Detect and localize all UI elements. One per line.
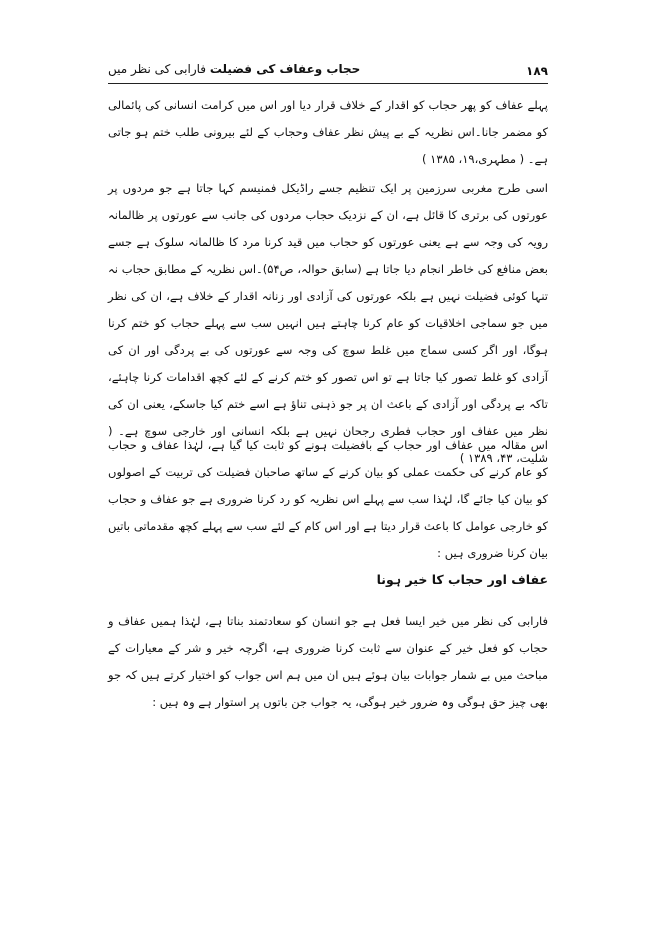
header-rule: [108, 83, 548, 84]
paragraph-intro: [108, 92, 548, 173]
paragraph-text: فارابی کی نظر میں خیر ایسا فعل ہے جو انسان کو سعادتمند بناتا ہے، لہٰذا ہمیں عفاف و حجاب کو فعل خیر کے عنوان سے ثابت کرنا ضروری ہے، اگرچہ خیر و شر کے معیارات کے مباحث میں بے شمار جوابات بیان ہوئے ہیں ان میں ہم اس جواب کو اختیار کرتے ہیں کہ جو بھی چیز حق ہوگی وہ ضرور خیر ہوگی، یہ جواب جن باتوں پر استوار ہے وہ ہیں :: [108, 614, 548, 709]
paragraph-text: اس مقالہ میں عفاف اور حجاب کے بافضیلت ہونے کو ثابت کیا گیا ہے، لہٰذا عفاف و حجاب کو عام کرنے کی حکمت عملی کو بیان کرنے کے ساتھ صاحبان فضیلت کی تربیت کے اصولوں کو بیان کیا جائے گا، لہٰذا سب سے پہلے اس نظریہ کو رد کرنا ضروری ہے جو عفاف و حجاب کو خارجی عوامل کا باعث قرار دیتا ہے اور اس کام کے لئے سب سے پہلے کچھ مقدماتی باتیں بیان کرنا ضروری ہیں :: [108, 438, 548, 560]
paragraph-article-scope: [108, 432, 548, 567]
section-heading: عفاف اور حجاب کا خیر ہونا: [376, 572, 548, 587]
paragraph-text: پہلے عفاف کو پھر حجاب کو اقدار کے خلاف قرار دیا اور اس میں کرامت انسانی کی پائمالی کو مضمر جانا۔اس نظریہ کے بے پیش نظر عفاف وحجاب کے لئے بیرونی طلب ختم ہو جاتی ہے۔ ( مطہری،۱۹، ۱۳۸۵ ): [108, 98, 548, 166]
page-number: ۱۸۹: [526, 64, 548, 78]
paragraph-farabi-good: [108, 608, 548, 716]
running-header: [108, 60, 548, 84]
paragraph-text: اسی طرح مغربی سرزمین پر ایک تنظیم جسے راڈیکل فمنیسم کہا جاتا ہے جو مردوں پر عورتوں کی برتری کا قائل ہے، ان کے نزدیک حجاب مردوں کی جانب سے عورتوں پر ظالمانہ رویہ کی وجہ سے ہے یعنی عورتوں کو حجاب میں قید کرنا مرد کا ظالمانہ سلوک ہے جسے بعض منافع کی خاطر انجام دیا جاتا ہے (سابق حوالہ، ص۵۴)۔اس نظریہ کے مطابق حجاب نہ تنہا کوئی فضیلت نہیں ہے بلکہ عورتوں کی آزادی اور زنانہ اقدار کے خلاف ہے، ان کی نظر میں جو سماجی اخلاقیات کو عام کرنا چاہتے ہیں انہیں سب سے پہلے حجاب کو ختم کرنا ہوگا، اور اگر کسی سماج میں غلط سوچ کی وجہ سے عورتوں کی بے پردگی اور ان کی آزادی کو غلط تصور کیا جاتا ہے تو اس تصور کو ختم کرنے کے لئے کچھ اقدامات کرنا چاہئے، تاکہ بے پردگی اور آزادی کے باعث ان پر جو ذہنی تناؤ ہے اسے ختم کیا جاسکے، یعنی ان کی نظر میں عفاف اور حجاب فطری رجحان نہیں ہے بلکہ انسانی اور خارجی سوچ ہے۔ ( شلیت، ۴۳، ۱۳۸۹ ): [108, 181, 549, 465]
running-title-bold: حجاب وعفاف کی فضیلت: [209, 62, 361, 76]
running-title-rest: فارابی کی نظر میں: [108, 62, 210, 76]
running-title: [108, 62, 360, 76]
paragraph-radical-feminism: [108, 175, 548, 472]
